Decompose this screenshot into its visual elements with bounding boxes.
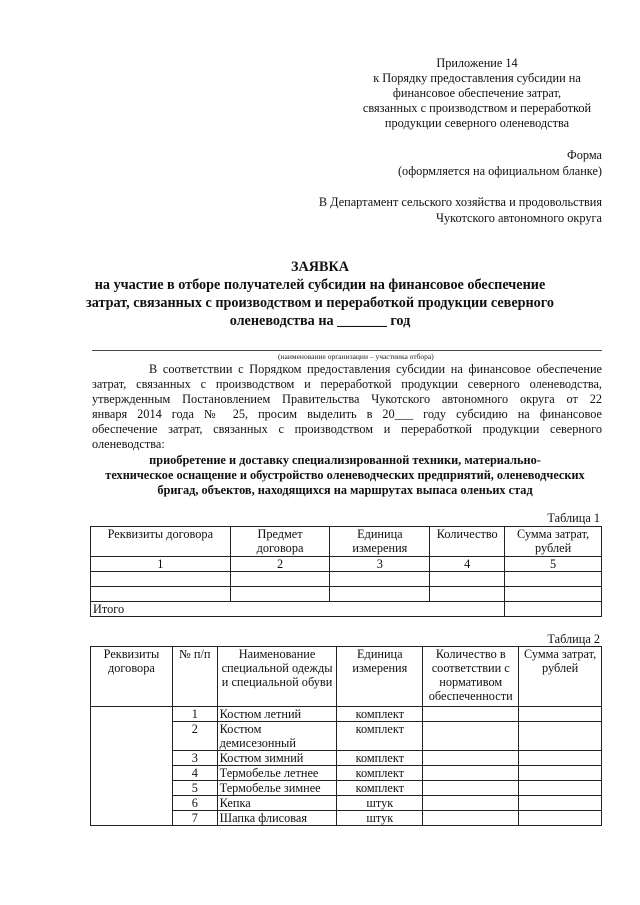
table1-col-number: 4: [430, 557, 505, 572]
body-paragraph: [92, 362, 602, 452]
body-line: января 2014 года № 25, просим выделить в 20___ году субсидию на финансовое: [92, 407, 602, 421]
table-2: [90, 646, 602, 826]
appendix-line: связанных с производством и переработкой: [362, 101, 592, 115]
row-number: 6: [172, 796, 217, 811]
item-name: Костюм демисезонный: [217, 722, 337, 751]
table-row: [91, 707, 602, 722]
subheading-line: бригад, объектов, находящихся на маршрутах выпаса оленьих стад: [157, 483, 533, 497]
table1-header: Предмет договора: [230, 527, 330, 557]
item-unit: штук: [337, 796, 423, 811]
body-line: затрат, связанных с производством и переработкой продукции северного оленеводства,: [92, 377, 602, 391]
appendix-line: продукции северного оленеводства: [384, 116, 570, 130]
table1-header: Сумма затрат, рублей: [505, 527, 602, 557]
item-name: Кепка: [217, 796, 337, 811]
table1-col-number: 5: [505, 557, 602, 572]
table1-col-number: 1: [91, 557, 231, 572]
subheading-line: приобретение и доставку специализированной техники, материально-: [149, 453, 541, 467]
table1-empty-row: [91, 572, 602, 587]
addressee-line-2: Чукотского автономного округа: [436, 211, 602, 225]
item-unit: комплект: [337, 766, 423, 781]
item-name: Термобелье летнее: [217, 766, 337, 781]
org-name-line: [92, 350, 602, 351]
table1-header: Количество: [430, 527, 505, 557]
org-caption: (наименование организации – участника отбора): [278, 352, 434, 361]
row-number: 2: [172, 722, 217, 751]
item-name: Термобелье зимнее: [217, 781, 337, 796]
appendix-line: финансовое обеспечение затрат,: [392, 86, 562, 100]
table1-col-number: 3: [330, 557, 430, 572]
item-name: Костюм летний: [217, 707, 337, 722]
row-number: 7: [172, 811, 217, 826]
row-number: 4: [172, 766, 217, 781]
addressee-line-1: В Департамент сельского хозяйства и продовольствия: [318, 195, 602, 209]
table1-total-value: [505, 602, 602, 617]
table1-header: Реквизиты договора: [91, 527, 231, 557]
item-unit: комплект: [337, 707, 423, 722]
table1-empty-row: [91, 587, 602, 602]
table2-caption: Таблица 2: [547, 632, 600, 646]
title-line: на участие в отборе получателей субсидии на финансовое обеспечение: [94, 277, 546, 293]
row-number: 5: [172, 781, 217, 796]
body-line: В соответствии с Порядком предоставления субсидии на финансовое обеспечение: [149, 362, 602, 376]
table1-header: Единица измерения: [330, 527, 430, 557]
title-line: оленеводства на _______ год: [229, 313, 411, 329]
table-1: [90, 526, 602, 617]
table1-col-number: 2: [230, 557, 330, 572]
form-label: Форма: [567, 148, 602, 162]
row-number: 3: [172, 751, 217, 766]
table1-total-label: Итого: [91, 602, 505, 617]
body-line: оленеводства:: [92, 437, 165, 451]
title-line: затрат, связанных с производством и переработкой продукции северного: [86, 295, 554, 311]
appendix-line: Приложение 14: [436, 56, 518, 70]
body-line: утвержденным Постановлением Правительства Чукотского автономного округа от 22: [92, 392, 602, 406]
table2-header: Количество в соответствии с нормативом обеспеченности: [423, 647, 519, 707]
appendix-line: к Порядку предоставления субсидии на: [373, 71, 581, 85]
table2-header: № п/п: [172, 647, 217, 707]
appendix-block: [352, 56, 602, 131]
item-name: Костюм зимний: [217, 751, 337, 766]
body-line: обеспечение затрат, связанных с производством и переработкой продукции северного: [92, 422, 602, 436]
item-name: Шапка флисовая: [217, 811, 337, 826]
table1-caption: Таблица 1: [547, 511, 600, 525]
table2-header: Реквизиты договора: [91, 647, 173, 707]
row-number: 1: [172, 707, 217, 722]
item-unit: комплект: [337, 751, 423, 766]
table2-header: Сумма затрат, рублей: [519, 647, 602, 707]
subheading-line: техническое оснащение и обустройство оленеводческих предприятий, оленеводческих: [105, 468, 585, 482]
item-unit: комплект: [337, 722, 423, 751]
table2-header: Единица измерения: [337, 647, 423, 707]
item-unit: штук: [337, 811, 423, 826]
item-unit: комплект: [337, 781, 423, 796]
form-note: (оформляется на официальном бланке): [397, 164, 602, 178]
document-title: ЗАЯВКА: [291, 259, 349, 275]
table2-header: Наименование специальной одежды и специальной обуви: [217, 647, 337, 707]
